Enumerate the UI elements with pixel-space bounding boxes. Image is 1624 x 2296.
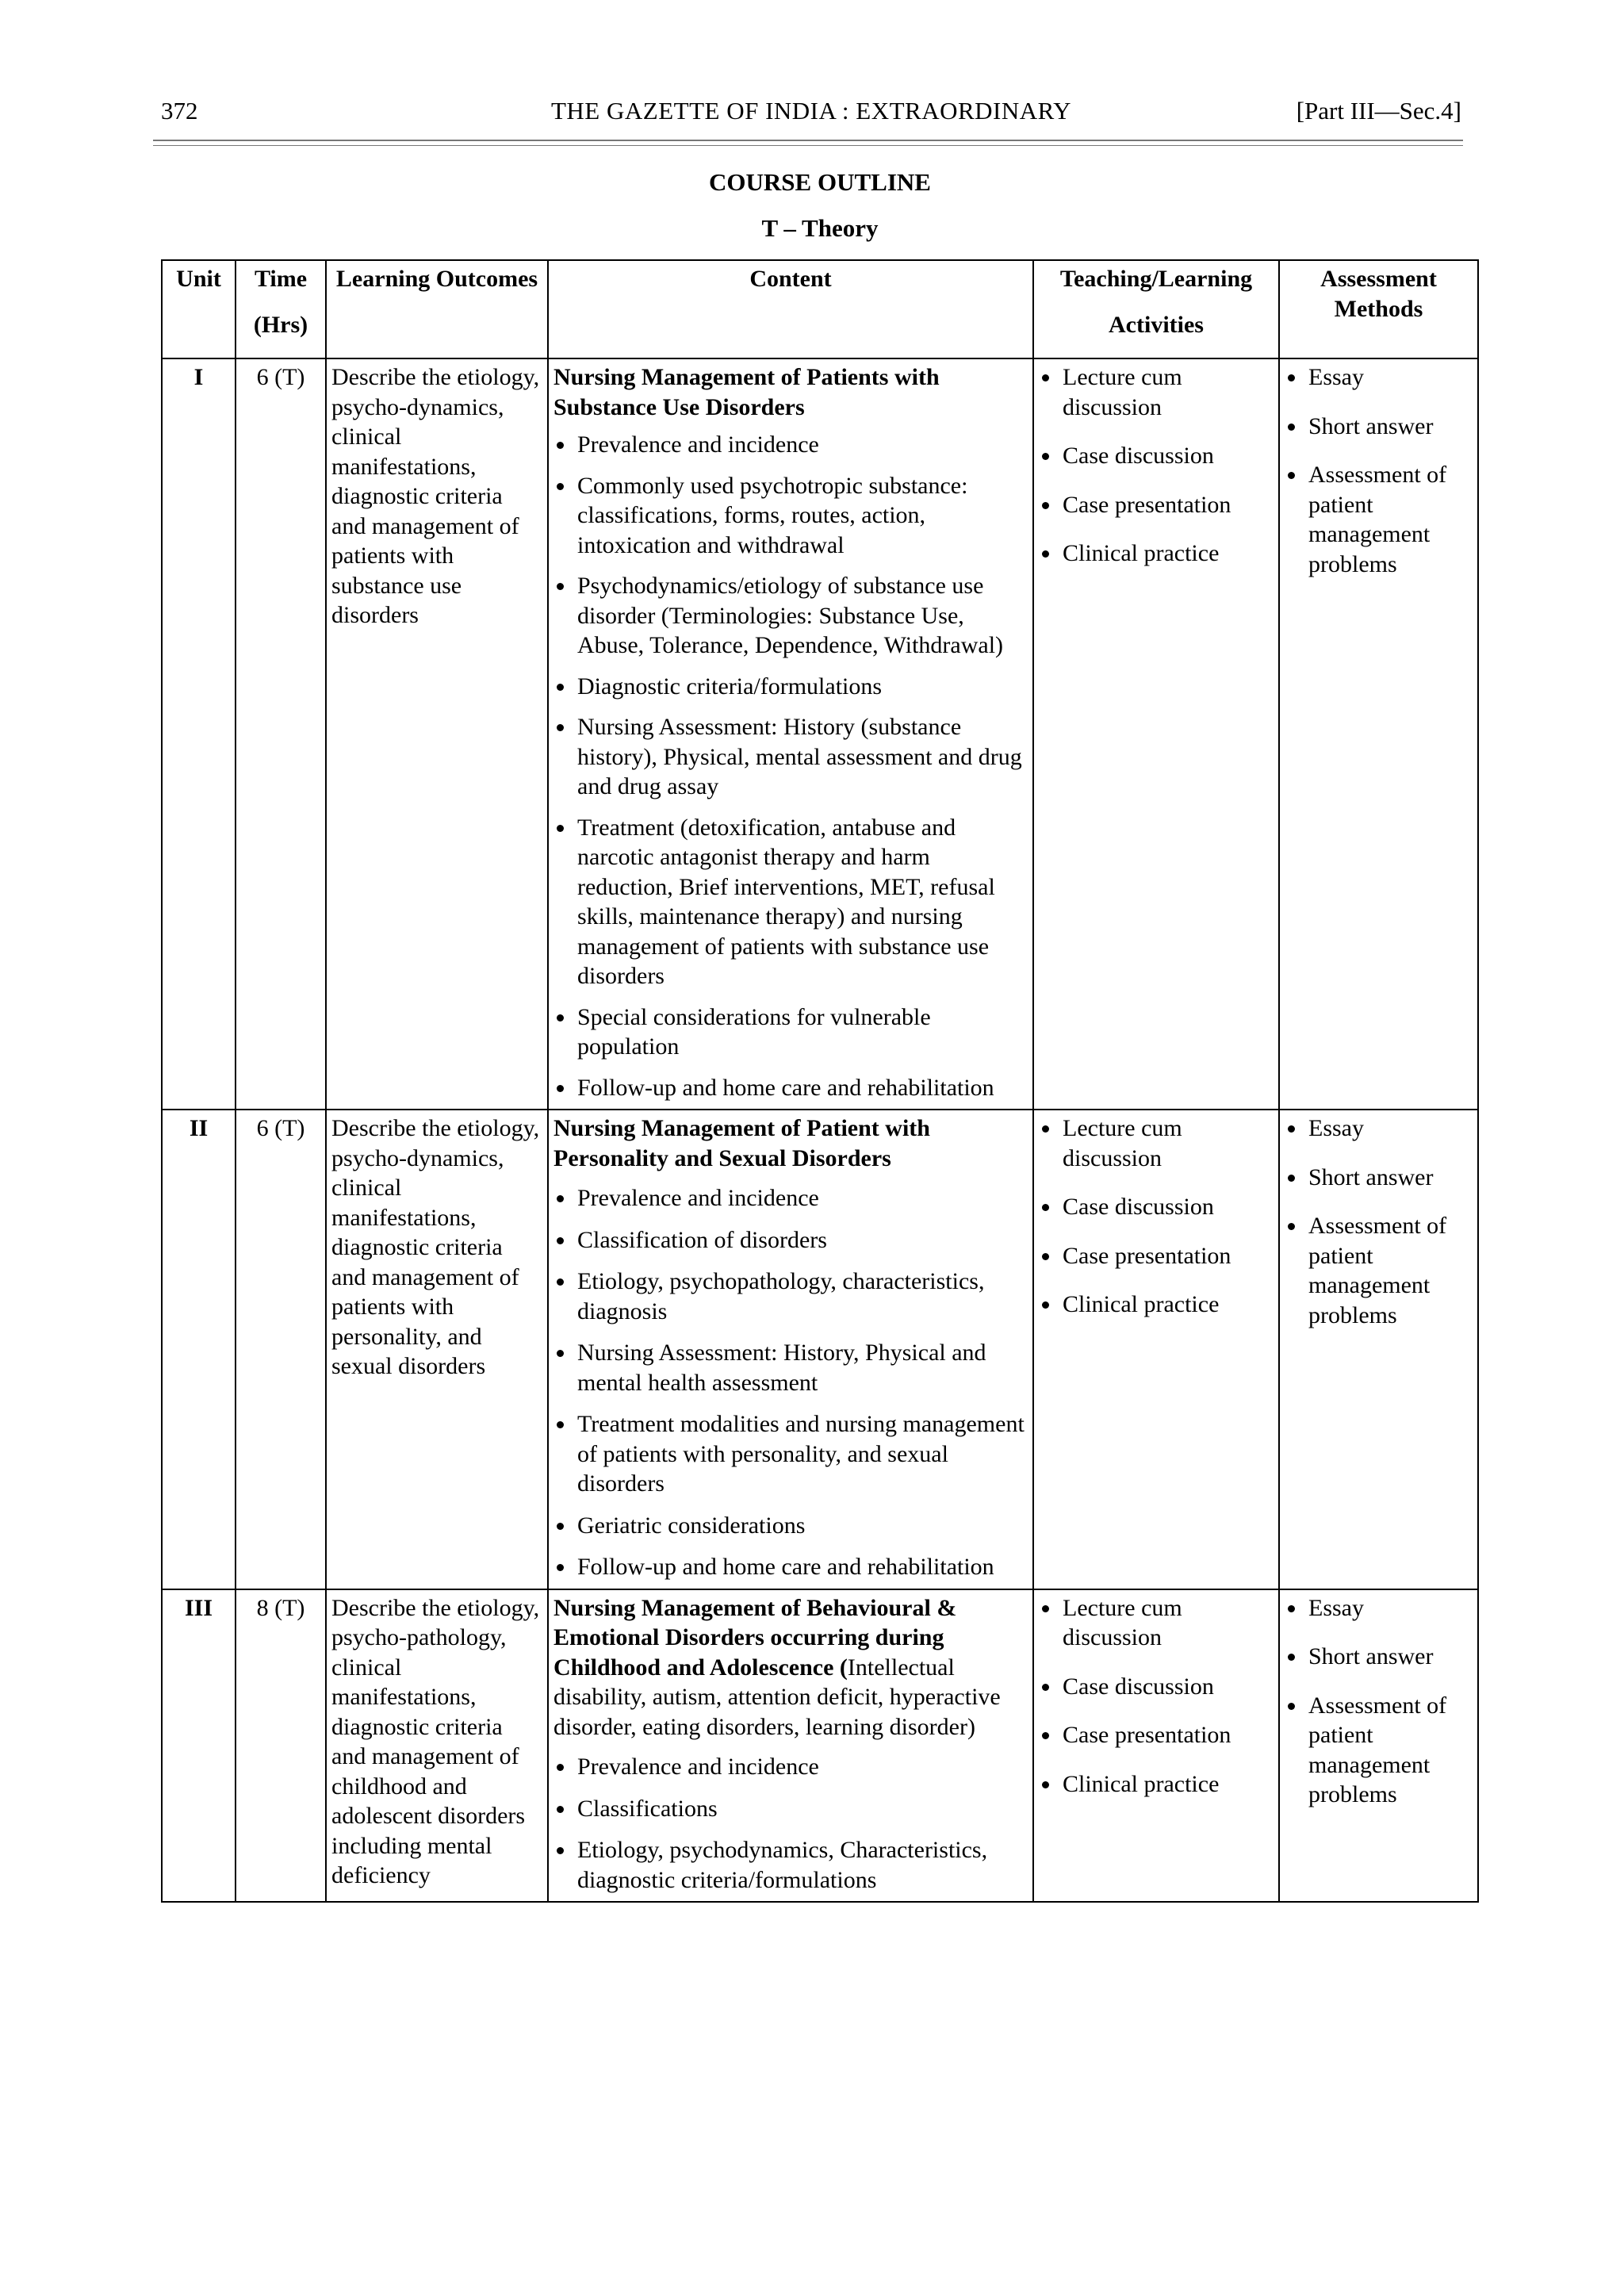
header-time-unit: (Hrs)	[253, 311, 308, 338]
list-item: Lecture cum discussion	[1039, 1114, 1274, 1173]
header-activities-line2: Activities	[1109, 311, 1204, 338]
header-learning-outcomes: Learning Outcomes	[326, 260, 548, 358]
list-item: Short answer	[1285, 1642, 1473, 1672]
list-item: Case discussion	[1039, 1672, 1274, 1702]
header-assessment: Assessment Methods	[1279, 260, 1478, 358]
list-item: Follow-up and home care and rehabilitation	[553, 1073, 1028, 1103]
assessment-list	[1285, 362, 1473, 579]
gazette-title: THE GAZETTE OF INDIA : EXTRAORDINARY	[550, 97, 1072, 125]
list-item: Geriatric considerations	[553, 1511, 1028, 1541]
list-item: Psychodynamics/etiology of substance use disorder (Terminologies: Substance Use, Abuse, Tolerance, Dependence, Withdrawal)	[553, 571, 1028, 661]
list-item: Case presentation	[1039, 490, 1274, 520]
learning-outcomes-cell: Describe the etiology, psycho-dynamics, clinical manifestations, diagnostic criteria and management of patients with substance use disorders	[326, 358, 548, 1110]
list-item: Nursing Assessment: History (substance history), Physical, mental assessment and drug and drug assay	[553, 712, 1028, 802]
content-cell	[548, 358, 1033, 1110]
list-item: Lecture cum discussion	[1039, 362, 1274, 422]
list-item: Clinical practice	[1039, 1290, 1274, 1320]
content-list	[553, 1752, 1028, 1895]
part-label: [Part III—Sec.4]	[1296, 97, 1461, 125]
page-number: 372	[161, 97, 198, 125]
list-item: Clinical practice	[1039, 539, 1274, 569]
content-list	[553, 430, 1028, 1102]
activities-list	[1039, 1114, 1274, 1320]
list-item: Prevalence and incidence	[553, 1183, 1028, 1213]
list-item: Short answer	[1285, 412, 1473, 442]
content-cell	[548, 1589, 1033, 1903]
list-item: Treatment (detoxification, antabuse and narcotic antagonist therapy and harm reduction, Brief interventions, MET, refusal skills, maintenance therapy) and nursing management of patients with substance use disorders	[553, 813, 1028, 991]
list-item: Nursing Assessment: History, Physical and mental health assessment	[553, 1338, 1028, 1397]
content-cell	[548, 1110, 1033, 1589]
header-activities-line1: Teaching/Learning	[1059, 266, 1253, 292]
section-subtitle: T – Theory	[761, 214, 879, 242]
table-row	[162, 358, 1478, 1110]
list-item: Case presentation	[1039, 1241, 1274, 1271]
list-item: Classifications	[553, 1794, 1028, 1824]
list-item: Short answer	[1285, 1163, 1473, 1193]
header-rule	[153, 140, 1463, 141]
course-outline-table	[161, 259, 1479, 1903]
content-title	[553, 362, 1028, 422]
unit-cell: I	[162, 358, 236, 1110]
header-rule-thin	[153, 145, 1463, 146]
time-cell: 8 (T)	[236, 1589, 326, 1903]
list-item: Assessment of patient management problems	[1285, 1211, 1473, 1330]
table-row	[162, 1589, 1478, 1903]
list-item: Commonly used psychotropic substance: classifications, forms, routes, action, intoxication and withdrawal	[553, 471, 1028, 561]
list-item: Assessment of patient management problems	[1285, 1691, 1473, 1810]
header-content: Content	[548, 260, 1033, 358]
content-title-text: Nursing Management of Behavioural & Emotional Disorders occurring during Childhood and Adolescence (	[553, 1594, 957, 1681]
learning-outcomes-cell: Describe the etiology, psycho-pathology, clinical manifestations, diagnostic criteria and management of childhood and adolescent disorders including mental deficiency	[326, 1589, 548, 1903]
time-cell: 6 (T)	[236, 358, 326, 1110]
header-unit: Unit	[162, 260, 236, 358]
list-item: Prevalence and incidence	[553, 1752, 1028, 1782]
content-title	[553, 1114, 1028, 1173]
header-time	[236, 260, 326, 358]
list-item: Essay	[1285, 362, 1473, 393]
list-item: Case discussion	[1039, 1192, 1274, 1222]
list-item: Lecture cum discussion	[1039, 1593, 1274, 1653]
list-item: Special considerations for vulnerable population	[553, 1002, 1028, 1062]
activities-list	[1039, 362, 1274, 569]
activities-list	[1039, 1593, 1274, 1800]
content-list	[553, 1183, 1028, 1582]
list-item: Clinical practice	[1039, 1769, 1274, 1800]
list-item: Follow-up and home care and rehabilitation	[553, 1552, 1028, 1582]
table-row	[162, 1110, 1478, 1589]
activities-cell	[1033, 1589, 1279, 1903]
list-item: Prevalence and incidence	[553, 430, 1028, 460]
assessment-list	[1285, 1593, 1473, 1810]
page-header	[161, 97, 1461, 136]
section-title: COURSE OUTLINE	[709, 168, 931, 196]
list-item: Essay	[1285, 1593, 1473, 1623]
content-title-text: Nursing Management of Patient with Personality and Sexual Disorders	[553, 1115, 930, 1171]
list-item: Etiology, psychodynamics, Characteristics, diagnostic criteria/formulations	[553, 1835, 1028, 1895]
list-item: Assessment of patient management problems	[1285, 460, 1473, 579]
list-item: Classification of disorders	[553, 1225, 1028, 1255]
content-title-tail: Intellectual disability, autism, attention deficit, hyperactive disorder, eating disorders, learning disorder)	[553, 1654, 1001, 1740]
content-title-text: Nursing Management of Patients with Substance Use Disorders	[553, 364, 940, 420]
header-time-label: Time	[254, 266, 308, 292]
learning-outcomes-cell: Describe the etiology, psycho-dynamics, clinical manifestations, diagnostic criteria and management of patients with personality, and sexual disorders	[326, 1110, 548, 1589]
list-item: Treatment modalities and nursing management of patients with personality, and sexual disorders	[553, 1409, 1028, 1499]
table-header-row	[162, 260, 1478, 358]
time-cell: 6 (T)	[236, 1110, 326, 1589]
content-title	[553, 1593, 1028, 1742]
unit-cell: II	[162, 1110, 236, 1589]
list-item: Essay	[1285, 1114, 1473, 1144]
assessment-list	[1285, 1114, 1473, 1330]
unit-cell: III	[162, 1589, 236, 1903]
header-activities	[1033, 260, 1279, 358]
list-item: Case discussion	[1039, 441, 1274, 471]
list-item: Case presentation	[1039, 1720, 1274, 1750]
assessment-cell	[1279, 1589, 1478, 1903]
list-item: Etiology, psychopathology, characteristics, diagnosis	[553, 1267, 1028, 1326]
assessment-cell	[1279, 358, 1478, 1110]
assessment-cell	[1279, 1110, 1478, 1589]
activities-cell	[1033, 1110, 1279, 1589]
activities-cell	[1033, 358, 1279, 1110]
list-item: Diagnostic criteria/formulations	[553, 672, 1028, 702]
